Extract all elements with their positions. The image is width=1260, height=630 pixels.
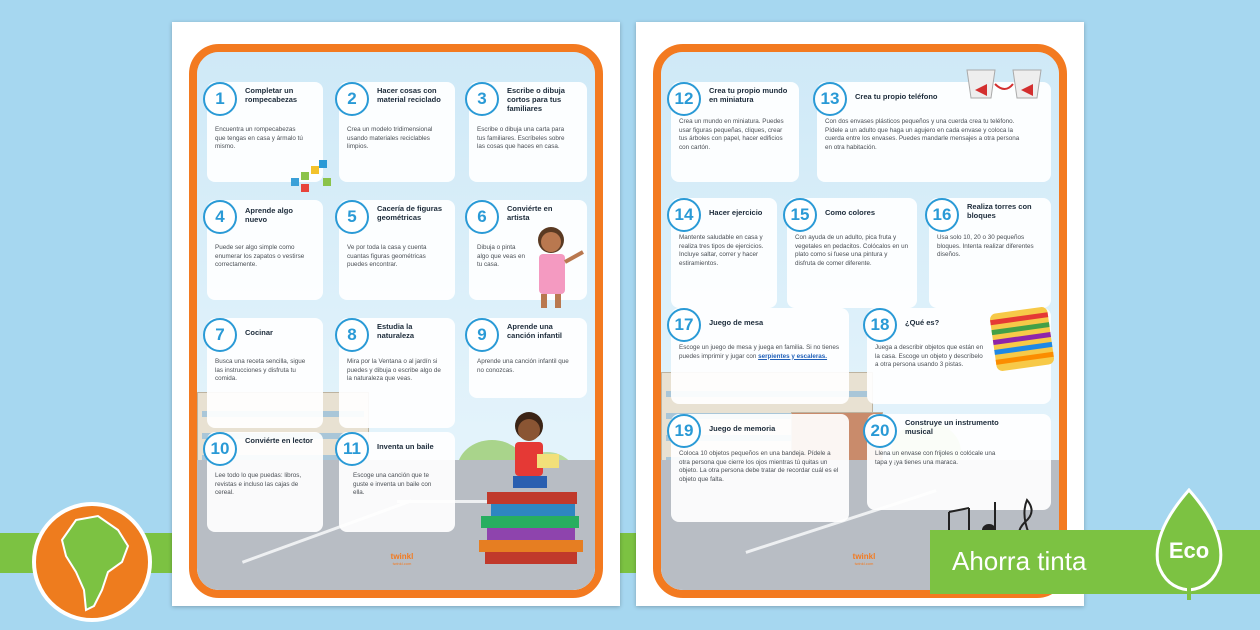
activity-text: Encuentra un rompecabezas que tengas en casa y ármalo tú mismo. [215, 126, 303, 150]
activity-number: 8 [335, 318, 369, 352]
activity-number: 9 [465, 318, 499, 352]
activity-number: 16 [925, 198, 959, 232]
twinkl-logo: twinkl twinkl.com [852, 552, 876, 566]
activity-card-3 [469, 82, 587, 182]
left-worksheet [172, 22, 620, 606]
south-america-map-icon [32, 502, 152, 622]
girl-artist-illustration [529, 222, 589, 312]
activity-text: Con ayuda de un adulto, pica fruta y vegetales en pedacitos. Colócalos en un plato como si fuese una pintura y disfruta de comer diferente. [795, 234, 909, 267]
activity-title: Crea tu propio teléfono [855, 92, 938, 101]
activity-card-8 [339, 318, 455, 428]
activity-number: 3 [465, 82, 499, 116]
activity-title: Conviérte en lector [245, 436, 313, 445]
activity-title: Como colores [825, 208, 876, 217]
activity-title: Estudia la naturaleza [377, 322, 415, 340]
activity-title: Crea tu propio mundo en miniatura [709, 86, 788, 104]
activity-text: Crea un modelo tridimensional usando materiales reciclables limpios. [347, 126, 433, 150]
eco-banner-text: Ahorra tinta [952, 546, 1087, 576]
activity-number: 14 [667, 198, 701, 232]
activity-number: 19 [667, 414, 701, 448]
activity-card-15 [787, 198, 917, 308]
activity-card-7 [207, 318, 323, 428]
activity-title: Realiza torres con bloques [967, 202, 1032, 220]
activity-title: Hacer cosas con material reciclado [377, 86, 441, 104]
activity-number: 6 [465, 200, 499, 234]
activity-number: 11 [335, 432, 369, 466]
activity-card-19 [671, 414, 849, 522]
activity-card-2 [339, 82, 455, 182]
activity-text: Ve por toda la casa y cuenta cuantas figuras geométricas puedes encontrar. [347, 244, 427, 268]
activity-text: Mira por la Ventana o al jardín si puedes y dibuja o escribe algo de la naturaleza que veas. [347, 358, 441, 382]
activity-title: Construye un instrumento musical [905, 418, 999, 436]
activity-number: 2 [335, 82, 369, 116]
cup-telephone-illustration [961, 60, 1051, 110]
activity-title: Aprende una canción infantil [507, 322, 563, 340]
right-worksheet [636, 22, 1087, 606]
activity-number: 5 [335, 200, 369, 234]
striped-cushion-illustration [987, 304, 1057, 374]
twinkl-logo: twinkl twinkl.com [390, 552, 414, 566]
eco-badge-label: Eco [1168, 538, 1210, 563]
activity-title: Escribe o dibuja cortos para tus familiares [507, 86, 565, 113]
activity-title: Aprende algo nuevo [245, 206, 293, 224]
activity-number: 7 [203, 318, 237, 352]
activity-title: Inventa un baile [377, 442, 434, 451]
activity-number: 13 [813, 82, 847, 116]
activity-text: Lee todo lo que puedas: libros, revistas e incluso las cajas de cereal. [215, 472, 302, 496]
activity-card-17 [671, 308, 849, 404]
activity-text: Mantente saludable en casa y realiza tres tipos de ejercicios. Incluye saltar, correr y hacer estiramientos. [679, 234, 764, 267]
activity-card-5 [339, 200, 455, 300]
activity-text: Coloca 10 objetos pequeños en una bandeja. Pídele a otra persona que cierre los ojos mientras tú quitas un objeto. La otra persona debe tratar de recordar cuál es el objeto que falta. [679, 450, 839, 483]
activity-card-4 [207, 200, 323, 300]
snakes-and-ladders-link[interactable]: serpientes y escaleras. [758, 352, 828, 360]
activity-card-12 [671, 82, 799, 182]
activity-title: Cacería de figuras geométricas [377, 204, 443, 222]
activity-text: Con dos envases plásticos pequeños y una cuerda crea tu teléfono. Pídele a un adulto que haga un agujero en cada envase y coloca la cuerda entre los envases. Puedes mandarle mensajes a otra persona en otra habitación. [825, 118, 1020, 151]
activity-title: Juego de memoria [709, 424, 776, 433]
eco-leaf-icon [1150, 488, 1228, 600]
activity-text: Busca una receta sencilla, sigue las instrucciones y disfruta tu comida. [215, 358, 306, 382]
left-worksheet-frame [189, 44, 603, 598]
activity-number: 12 [667, 82, 701, 116]
activity-card-14 [671, 198, 777, 308]
cubes-illustration [289, 158, 339, 198]
activity-card-11 [339, 432, 455, 532]
activity-number: 17 [667, 308, 701, 342]
activity-title: Completar un rompecabezas [245, 86, 298, 104]
activity-title: Hacer ejercicio [709, 208, 763, 217]
activity-number: 10 [203, 432, 237, 466]
activity-number: 4 [203, 200, 237, 234]
activity-text: Dibuja o pinta algo que veas en tu casa. [477, 244, 525, 268]
activity-text: Usa solo 10, 20 o 30 pequeños bloques. Intenta realizar diferentes diseños. [937, 234, 1034, 258]
activity-text: Crea un mundo en miniatura. Puedes usar figuras pequeñas, cliques, crear tus árboles con papel, hacer edificios con cartón. [679, 118, 784, 151]
activity-text: Juega a describir objetos que están en la casa. Escoge un objeto y descríbelo a otra persona usando 3 pistas. [875, 344, 984, 368]
activity-title: Cocinar [245, 328, 273, 337]
activity-title: Conviérte en artista [507, 204, 553, 222]
activity-number: 20 [863, 414, 897, 448]
right-worksheet-frame [653, 44, 1067, 598]
boy-reading-on-books-illustration [467, 402, 597, 572]
activity-number: 15 [783, 198, 817, 232]
activity-text: Escribe o dibuja una carta para tus familiares. Escríbeles sobre las cosas que haces en casa. [477, 126, 565, 150]
activity-text: Puede ser algo simple como enumerar los zapatos o vestirse correctamente. [215, 244, 305, 268]
activity-text: Escoge un juego de mesa y juega en familia. Si no tienes puedes imprimir y jugar con serpientes y escaleras. [679, 344, 839, 360]
activity-number: 18 [863, 308, 897, 342]
activity-text: Llena un envase con frijoles o colócale una tapa y ¡ya tienes una maraca. [875, 450, 996, 466]
activity-text: Escoge una canción que te guste e inventa un baile con ella. [353, 472, 432, 496]
activity-number: 1 [203, 82, 237, 116]
activity-card-9 [469, 318, 587, 398]
activity-card-10 [207, 432, 323, 532]
activity-text: Aprende una canción infantil que no conozcas. [477, 358, 569, 374]
activity-title: Juego de mesa [709, 318, 764, 327]
activity-title: ¿Qué es? [905, 318, 940, 327]
activity-card-16 [929, 198, 1051, 308]
